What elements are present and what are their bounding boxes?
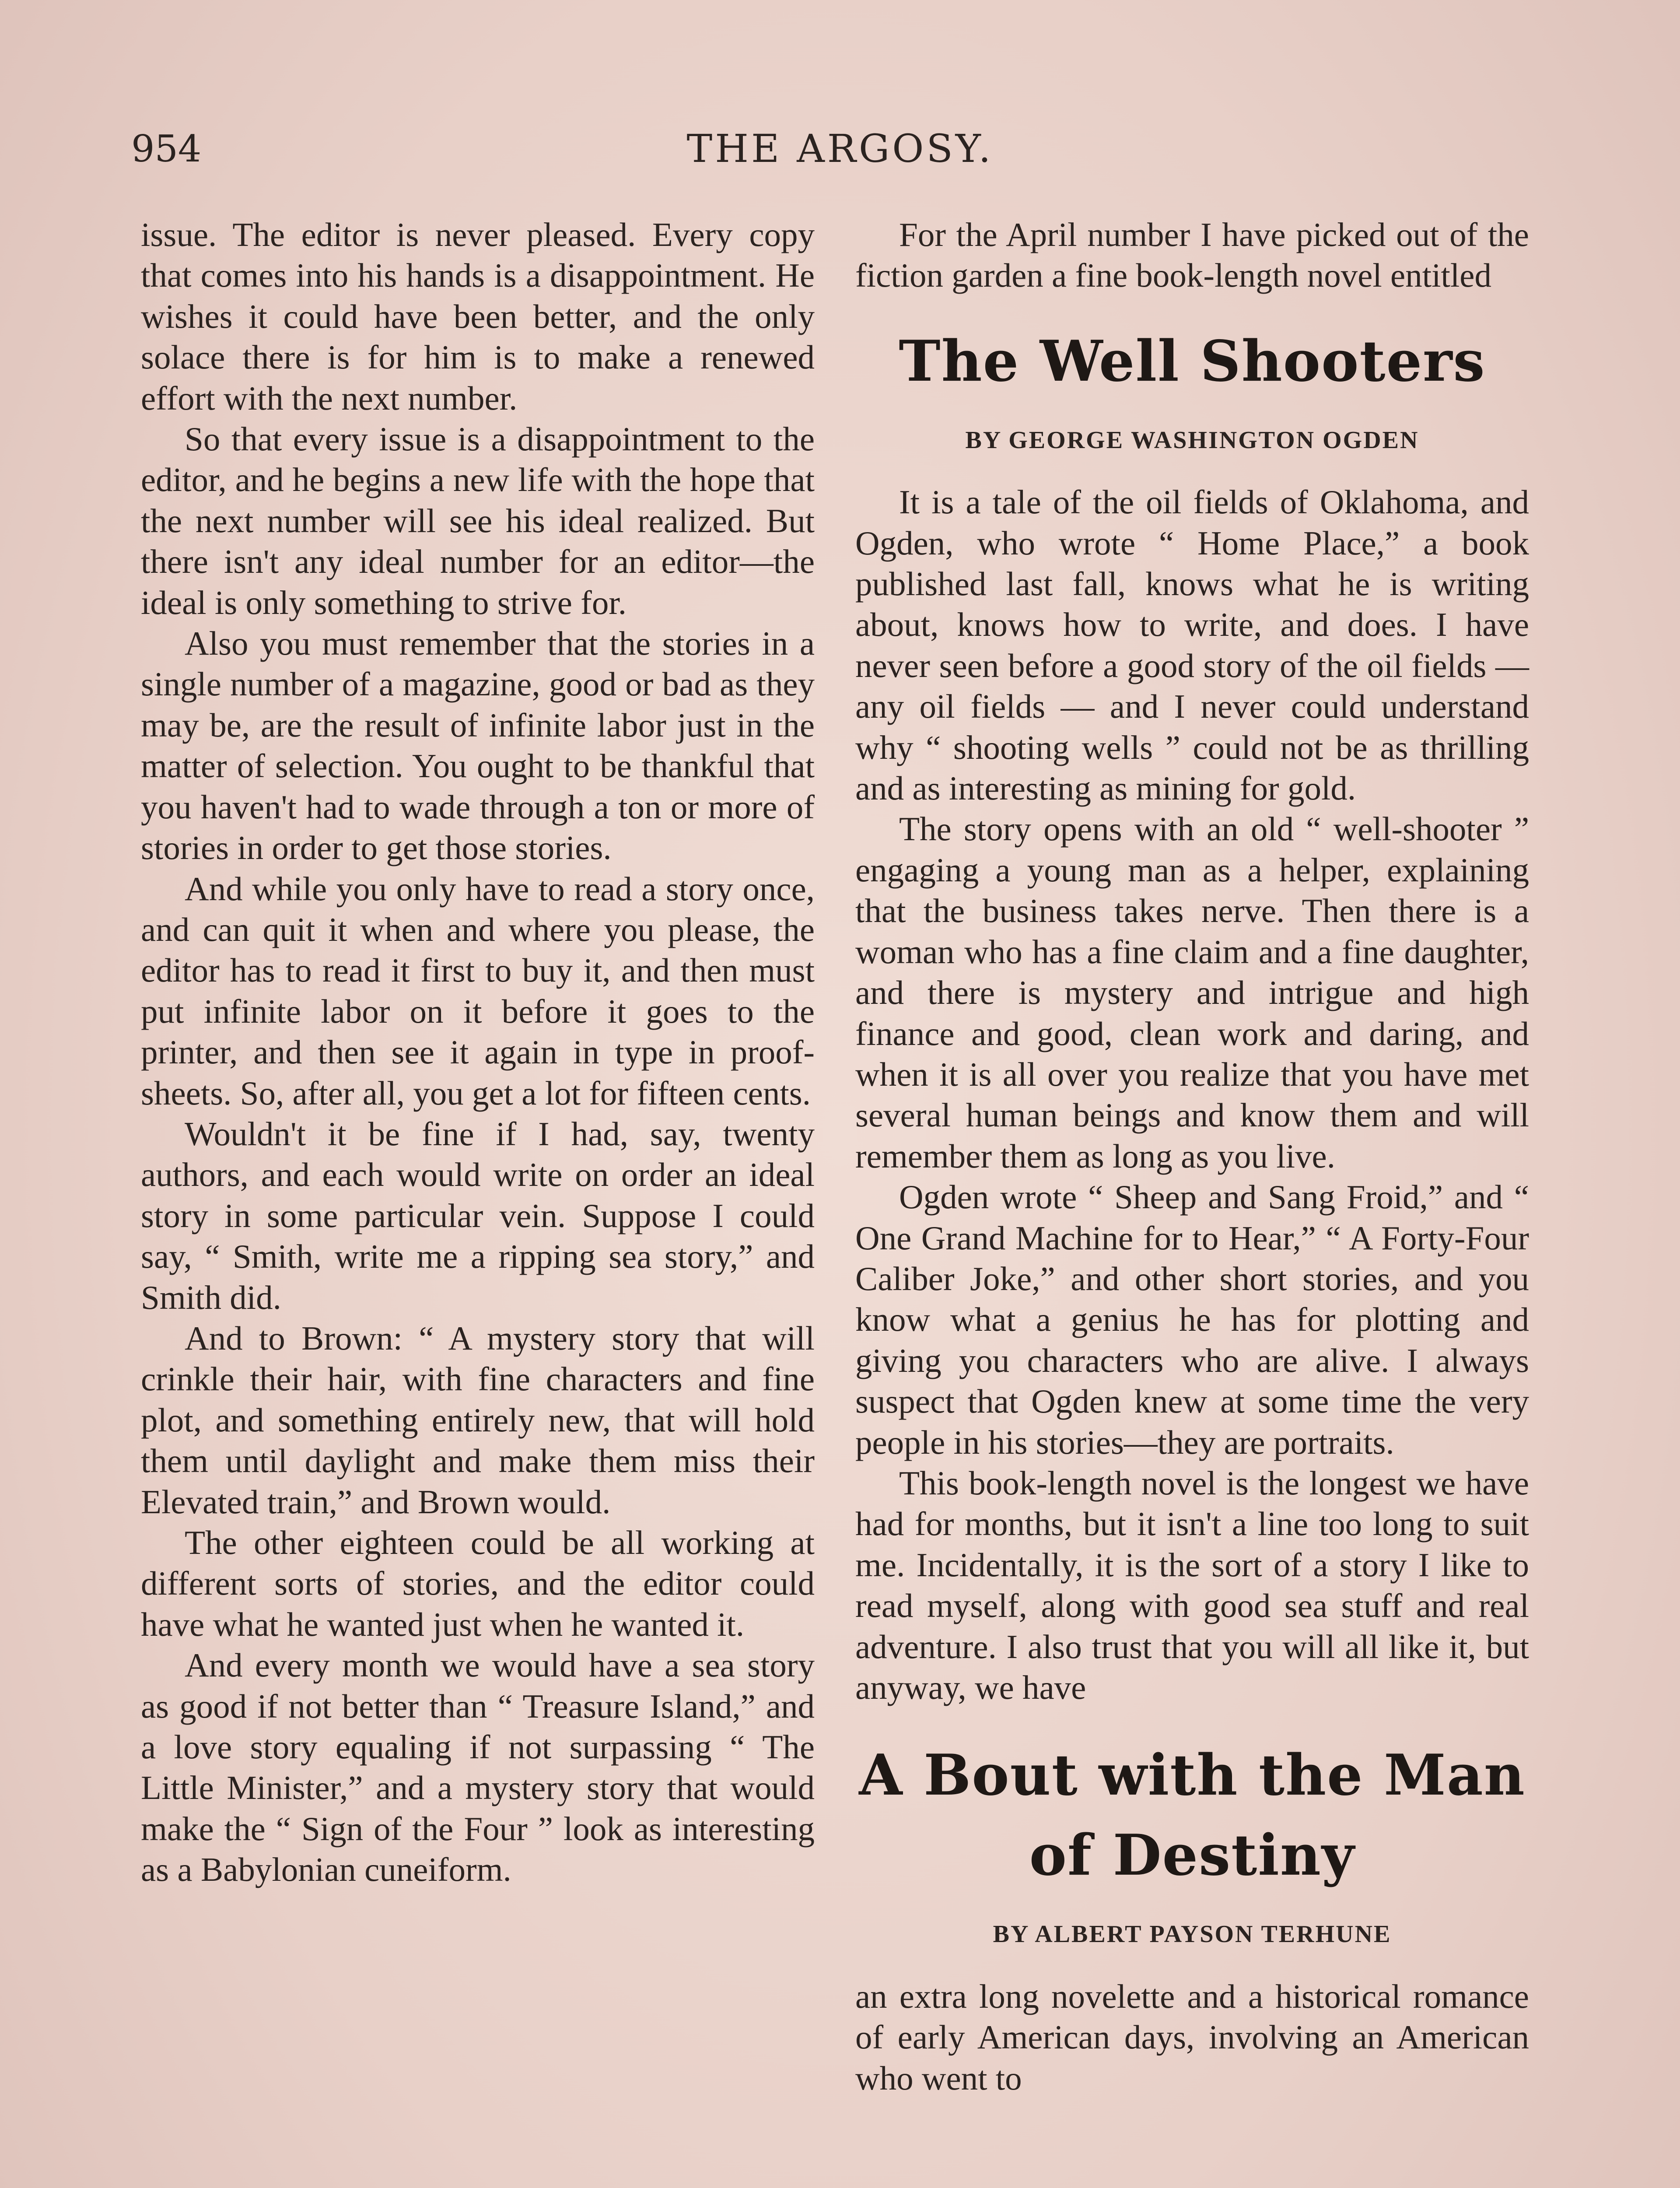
page-number: 954	[131, 127, 202, 170]
paragraph: The story opens with an old “ well-shooter ” engaging a young man as a helper, explaining that the business takes nerve. Then there is a woman who has a fine claim and a fine daughter, and there is mystery and intrigue and high finance and good, clean work and daring, and when it is all over you realize that you have met several human beings and know them and will remember them as long as you live.	[855, 810, 1529, 1175]
book-title-line: of Destiny	[1029, 1823, 1355, 1889]
left-column	[141, 214, 815, 1890]
paragraph: So that every issue is a disappointment to the editor, and he begins a new life with the hope that the next number will see his ideal realized. But there isn't any ideal number for an editor—the ideal is only something to strive for.	[141, 420, 815, 621]
book-title: The Well Shooters	[899, 328, 1486, 394]
paragraph: It is a tale of the oil fields of Oklahoma, and Ogden, who wrote “ Home Place,” a book published last fall, knows what he is writing about, knows how to write, and does. I have never seen before a good story of the oil fields — any oil fields — and I never could understand why “ shooting wells ” could not be as thrilling and as interesting as mining for gold.	[855, 483, 1529, 807]
paragraph: Wouldn't it be fine if I had, say, twenty authors, and each would write on order an ideal story in some particular vein. Suppose I could say, “ Smith, write me a ripping sea story,” and Smith did.	[141, 1115, 815, 1316]
paragraph: Also you must remember that the stories in a single number of a magazine, good or bad as they may be, are the result of infinite labor just in the matter of selection. You ought to be thankful that you haven't had to wade through a ton or more of stories in order to get those stories.	[141, 624, 815, 867]
right-column	[855, 214, 1529, 2099]
paragraph: And to Brown: “ A mystery story that will crinkle their hair, with fine characters and fine plot, and something entirely new, that will hold them until daylight and make them miss their Elevated train,” and Brown would.	[141, 1319, 815, 1521]
paragraph: issue. The editor is never pleased. Every copy that comes into his hands is a disappointment. He wishes it could have been better, and the only solace there is for him is to make a renewed effort with the next number.	[141, 216, 815, 417]
byline: BY ALBERT PAYSON TERHUNE	[993, 1921, 1392, 1948]
byline: BY GEORGE WASHINGTON OGDEN	[965, 426, 1419, 454]
book-title	[855, 1743, 1529, 1889]
book-title-line: A Bout with the Man	[859, 1743, 1526, 1809]
feature-bout-man-of-destiny	[855, 1743, 1529, 1955]
paragraph: an extra long novelette and a historical romance of early American days, involving an American who went to	[855, 1977, 1529, 2097]
running-title: THE ARGOSY.	[686, 126, 994, 171]
paragraph: And every month we would have a sea story as good if not better than “ Treasure Island,” and a love story equaling if not surpassing “ The Little Minister,” and a mystery story that would make the “ Sign of the Four ” look as interesting as a Babylonian cuneiform.	[141, 1646, 815, 1889]
paragraph: And while you only have to read a story once, and can quit it when and where you please, the editor has to read it first to buy it, and then must put infinite labor on it before it goes to the printer, and then see it again in type in proof-sheets. So, after all, you get a lot for fifteen cents.	[141, 870, 815, 1112]
paragraph: This book-length novel is the longest we have had for months, but it isn't a line too long to suit me. Incidentally, it is the sort of a story I like to read myself, along with good sea stuff and real adventure. I also trust that you will all like it, but anyway, we have	[855, 1464, 1529, 1706]
page-header	[0, 125, 1680, 177]
intro-paragraph: For the April number I have picked out of the fiction garden a fine book-length novel entitled	[855, 216, 1529, 295]
feature-well-shooters	[855, 328, 1529, 461]
paragraph: Ogden wrote “ Sheep and Sang Froid,” and “ One Grand Machine for to Hear,” “ A Forty-Four Caliber Joke,” and other short stories, and you know what a genius he has for plotting and giving you characters who are alive. I always suspect that Ogden knew at some time the very people in his stories—they are portraits.	[855, 1178, 1529, 1461]
paragraph: The other eighteen could be all working at different sorts of stories, and the editor could have what he wanted just when he wanted it.	[141, 1524, 815, 1643]
